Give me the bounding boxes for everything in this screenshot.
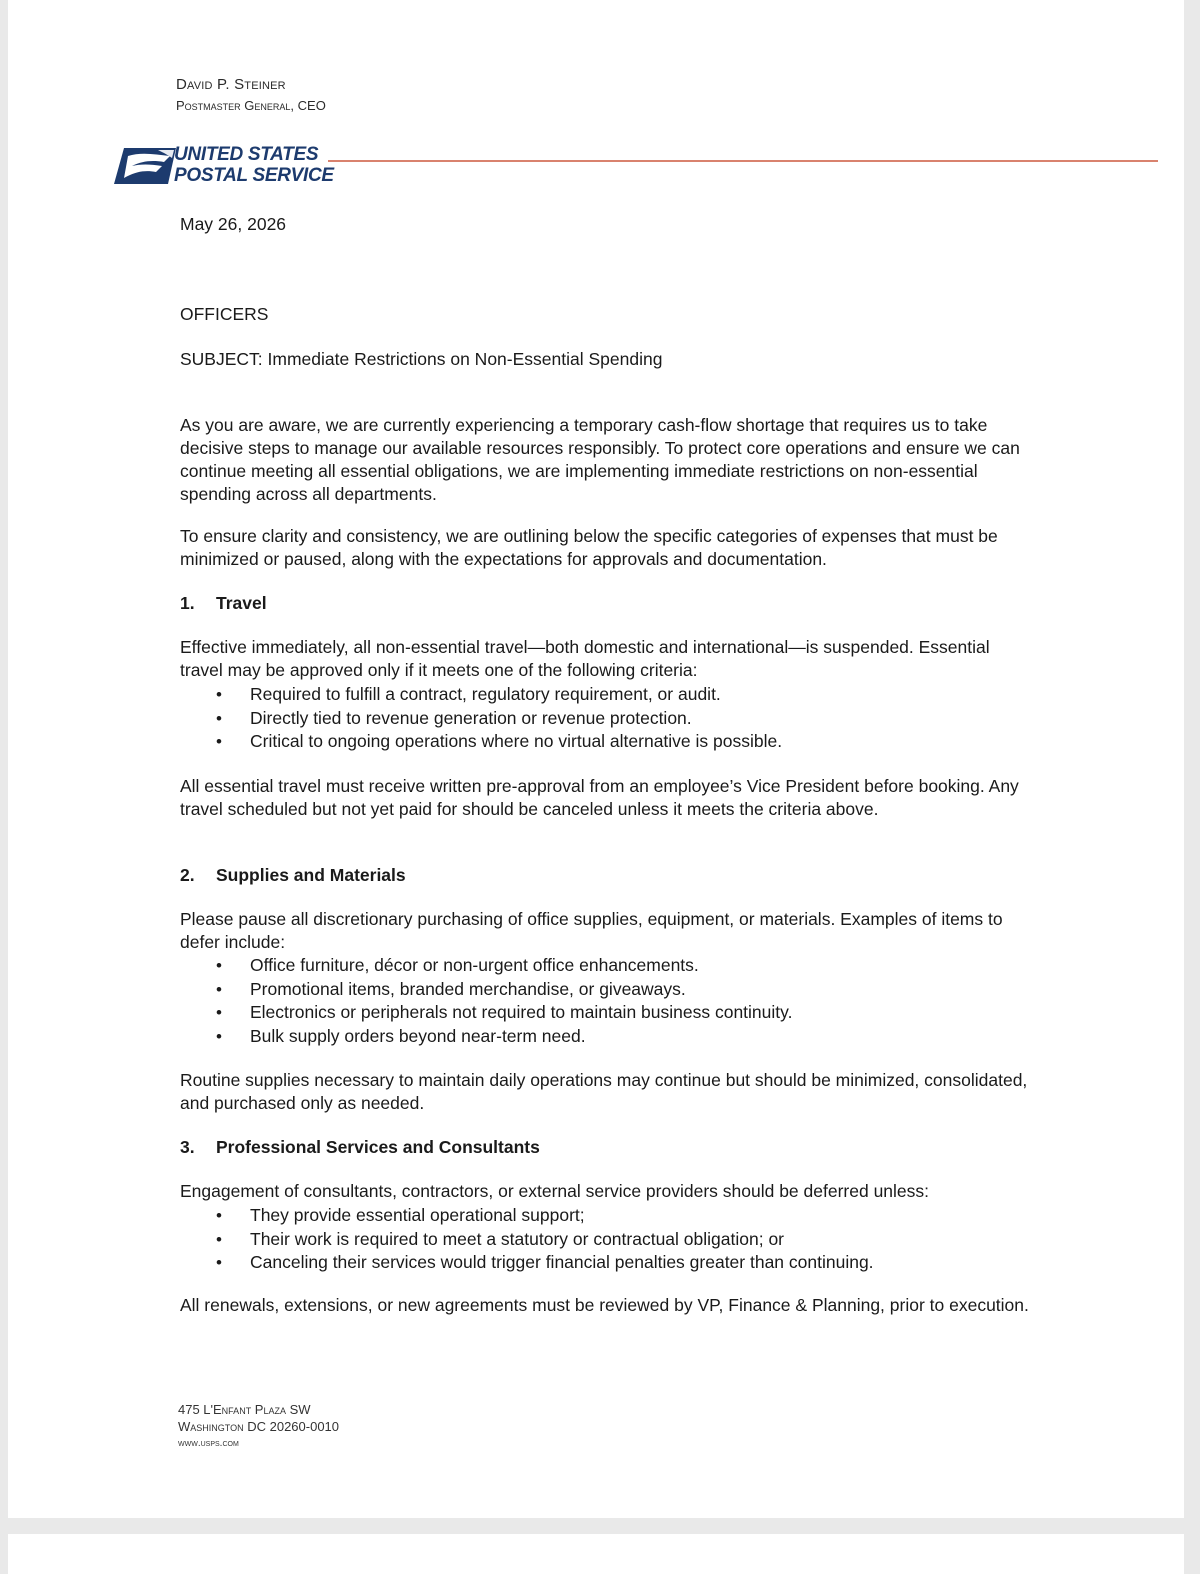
section-title: Supplies and Materials: [216, 865, 406, 885]
services-closing-paragraph: All renewals, extensions, or new agreements must be reviewed by VP, Finance & Planning, prior to execution.: [180, 1295, 1029, 1315]
services-lead-paragraph: Engagement of consultants, contractors, or external service providers should be deferred unless:: [180, 1181, 930, 1201]
travel-lead-paragraph: Effective immediately, all non-essential travel—both domestic and international—is suspended. Essential travel may be approved only if it meets one of the following criteria:: [180, 637, 990, 680]
letter-date: May 26, 2026: [180, 214, 287, 234]
section-number: 3.: [180, 1137, 195, 1157]
travel-closing-paragraph: All essential travel must receive written pre-approval from an employee’s Vice President before booking. Any travel scheduled but not yet paid for should be canceled unless it meets the criteria above.: [180, 776, 1019, 819]
services-conditions-list: [180, 1204, 1030, 1275]
list-item: • Critical to ongoing operations where no virtual alternative is possible.: [180, 730, 1030, 754]
list-item: • Their work is required to meet a statutory or contractual obligation; or: [180, 1228, 1030, 1252]
list-item: • Promotional items, branded merchandise, or giveaways.: [180, 978, 1030, 1002]
section-heading-travel: [180, 592, 267, 615]
usps-wordmark-line1: UNITED STATES: [174, 144, 319, 165]
list-item: • Electronics or peripherals not required to maintain business continuity.: [180, 1001, 1030, 1025]
section-heading-professional-services: [180, 1136, 540, 1159]
supplies-lead-paragraph: Please pause all discretionary purchasing of office supplies, equipment, or materials. Examples of items to defer include:: [180, 909, 1003, 952]
list-item: • Directly tied to revenue generation or revenue protection.: [180, 707, 1030, 731]
list-item: • They provide essential operational support;: [180, 1204, 1030, 1228]
usps-eagle-logo-icon: [114, 146, 178, 186]
list-item: • Canceling their services would trigger financial penalties greater than continuing.: [180, 1251, 1030, 1275]
letter-recipient: OFFICERS: [180, 304, 269, 324]
sender-name: David P. Steiner: [176, 76, 286, 93]
list-item: • Bulk supply orders beyond near-term need.: [180, 1025, 1030, 1049]
list-item: • Office furniture, décor or non-urgent office enhancements.: [180, 954, 1030, 978]
footer-address-line2: Washington DC 20260-0010: [178, 1419, 340, 1434]
supplies-defer-list: [180, 954, 1030, 1048]
list-item: • Required to fulfill a contract, regulatory requirement, or audit.: [180, 683, 1030, 707]
letterhead-rule: [328, 160, 1158, 162]
section-title: Professional Services and Consultants: [216, 1137, 540, 1157]
section-title: Travel: [216, 593, 267, 613]
letter-page: [8, 0, 1184, 1518]
usps-wordmark-line2: POSTAL SERVICE: [174, 165, 334, 186]
section-heading-supplies: [180, 864, 406, 887]
supplies-closing-paragraph: Routine supplies necessary to maintain daily operations may continue but should be minimized, consolidated, and purchased only as needed.: [180, 1070, 1028, 1113]
section-number: 1.: [180, 593, 195, 613]
usps-wordmark: [174, 144, 334, 186]
sender-title: Postmaster General, CEO: [176, 98, 326, 113]
intro-paragraph-2: To ensure clarity and consistency, we are outlining below the specific categories of expenses that must be minimized or paused, along with the expectations for approvals and documentation.: [180, 526, 998, 569]
next-page-edge: [8, 1534, 1184, 1574]
footer-website: www.usps.com: [178, 1438, 239, 1449]
letter-subject: SUBJECT: Immediate Restrictions on Non-Essential Spending: [180, 349, 663, 369]
footer-address-line1: 475 L'Enfant Plaza SW: [178, 1402, 311, 1417]
intro-paragraph-1: As you are aware, we are currently experiencing a temporary cash-flow shortage that requires us to take decisive steps to manage our available resources responsibly. To protect core operations and ensure we can continue meeting all essential obligations, we are implementing immediate restrictions on non-essential spending across all departments.: [180, 415, 1020, 504]
travel-criteria-list: [180, 683, 1030, 754]
section-number: 2.: [180, 865, 195, 885]
